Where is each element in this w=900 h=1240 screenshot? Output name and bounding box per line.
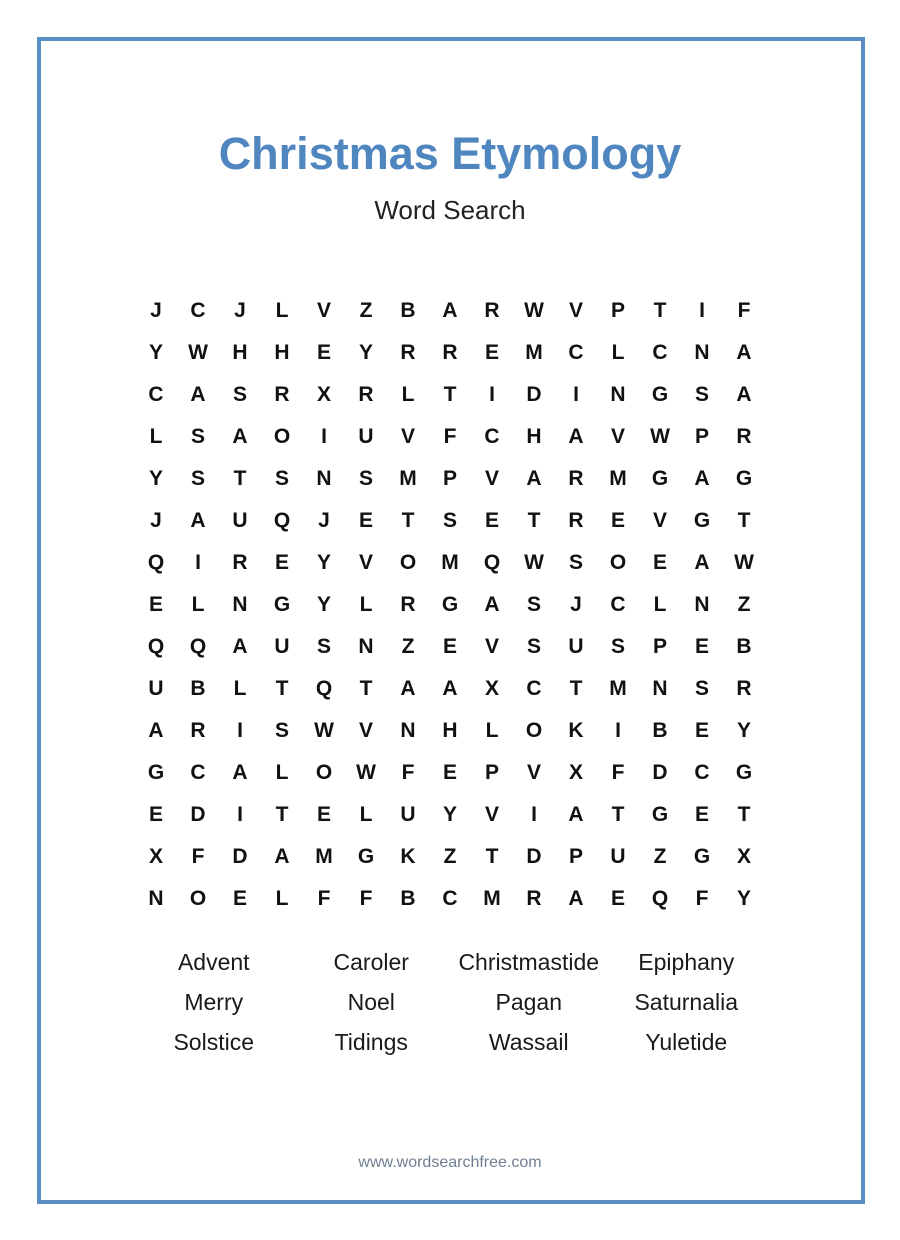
grid-letter: L — [359, 593, 373, 616]
grid-letter: U — [358, 425, 374, 448]
grid-letter: A — [400, 677, 416, 700]
word-list-item: Caroler — [333, 948, 409, 975]
grid-letter: C — [652, 341, 668, 364]
grid-letter: B — [190, 677, 206, 700]
grid-letter: C — [610, 593, 626, 616]
grid-letter: L — [149, 425, 163, 448]
grid-letter: J — [234, 299, 246, 322]
grid-letter: T — [443, 383, 457, 406]
grid-letter: S — [610, 635, 625, 658]
grid-letter: Z — [443, 845, 457, 868]
grid-letter: M — [609, 677, 627, 700]
grid-letter: S — [190, 467, 205, 490]
grid-letter: Y — [316, 593, 331, 616]
grid-letter: V — [526, 761, 541, 784]
word-list-item: Tidings — [334, 1028, 408, 1055]
grid-letter: A — [442, 299, 458, 322]
grid-letter: E — [442, 635, 457, 658]
grid-letter: O — [609, 551, 627, 574]
word-list-item: Merry — [184, 988, 244, 1015]
grid-letter: S — [442, 509, 457, 532]
grid-letter: P — [694, 425, 709, 448]
grid-letter: U — [400, 803, 416, 826]
grid-letter: T — [275, 803, 289, 826]
grid-letter: R — [484, 299, 500, 322]
grid-letter: A — [274, 845, 290, 868]
grid-letter: Q — [651, 887, 669, 910]
grid-letter: D — [190, 803, 206, 826]
grid-letter: F — [695, 887, 709, 910]
grid-letter: N — [358, 635, 374, 658]
grid-letter: C — [568, 341, 584, 364]
grid-letter: T — [569, 677, 583, 700]
grid-letter: V — [484, 467, 499, 490]
grid-letter: R — [442, 341, 458, 364]
grid-letter: V — [652, 509, 667, 532]
grid-letter: Q — [315, 677, 333, 700]
grid-letter: V — [484, 803, 499, 826]
grid-letter: T — [359, 677, 373, 700]
grid-letter: N — [316, 467, 332, 490]
word-list-item: Advent — [177, 948, 250, 975]
grid-letter: U — [274, 635, 290, 658]
grid-letter: G — [693, 845, 711, 868]
grid-letter: T — [233, 467, 247, 490]
grid-letter: Q — [147, 551, 165, 574]
grid-letter: C — [694, 761, 710, 784]
grid-letter: L — [233, 677, 247, 700]
grid-letter: G — [651, 383, 669, 406]
word-list-item: Solstice — [173, 1028, 255, 1055]
grid-letter: M — [399, 467, 417, 490]
grid-letter: F — [443, 425, 457, 448]
grid-letter: G — [357, 845, 375, 868]
grid-letter: U — [568, 635, 584, 658]
grid-letter: H — [526, 425, 542, 448]
grid-letter: D — [232, 845, 248, 868]
grid-letter: V — [568, 299, 583, 322]
grid-letter: L — [275, 299, 289, 322]
grid-letter: E — [316, 341, 331, 364]
grid-letter: F — [191, 845, 205, 868]
grid-letter: C — [190, 299, 206, 322]
grid-letter: V — [484, 635, 499, 658]
grid-letter: P — [568, 845, 583, 868]
grid-letter: D — [526, 845, 542, 868]
word-list-item: Yuletide — [645, 1028, 728, 1055]
grid-letter: Y — [316, 551, 331, 574]
grid-letter: A — [232, 635, 248, 658]
grid-letter: I — [237, 719, 243, 742]
grid-letter: F — [611, 761, 625, 784]
grid-letter: E — [610, 887, 625, 910]
grid-letter: S — [316, 635, 331, 658]
grid-letter: N — [694, 593, 710, 616]
grid-letter: X — [568, 761, 583, 784]
grid-letter: W — [524, 299, 544, 322]
grid-letter: Q — [147, 635, 165, 658]
grid-letter: E — [652, 551, 667, 574]
grid-letter: B — [736, 635, 752, 658]
grid-letter: J — [150, 299, 162, 322]
grid-letter: R — [274, 383, 290, 406]
word-list-item: Pagan — [495, 988, 562, 1015]
grid-letter: Y — [148, 341, 163, 364]
grid-letter: T — [485, 845, 499, 868]
grid-letter: E — [610, 509, 625, 532]
grid-letter: T — [653, 299, 667, 322]
grid-letter: F — [317, 887, 331, 910]
grid-letter: K — [568, 719, 584, 742]
grid-letter: H — [274, 341, 290, 364]
grid-letter: O — [525, 719, 543, 742]
grid-letter: G — [651, 803, 669, 826]
grid-letter: H — [232, 341, 248, 364]
grid-letter: A — [568, 887, 584, 910]
grid-letter: L — [653, 593, 667, 616]
grid-letter: W — [734, 551, 754, 574]
grid-letter: E — [442, 761, 457, 784]
grid-letter: C — [190, 761, 206, 784]
grid-letter: G — [693, 509, 711, 532]
grid-letter: R — [736, 677, 752, 700]
grid-letter: W — [650, 425, 670, 448]
grid-letter: A — [694, 551, 710, 574]
grid-letter: J — [318, 509, 330, 532]
grid-letter: S — [358, 467, 373, 490]
word-list-item: Epiphany — [638, 948, 735, 975]
grid-letter: L — [275, 761, 289, 784]
grid-letter: G — [651, 467, 669, 490]
grid-letter: T — [737, 803, 751, 826]
grid-letter: N — [694, 341, 710, 364]
grid-letter: S — [568, 551, 583, 574]
grid-letter: P — [652, 635, 667, 658]
grid-letter: I — [321, 425, 327, 448]
grid-letter: W — [314, 719, 334, 742]
grid-letter: H — [442, 719, 458, 742]
grid-letter: D — [526, 383, 542, 406]
grid-letter: O — [273, 425, 291, 448]
grid-letter: T — [611, 803, 625, 826]
grid-letter: R — [736, 425, 752, 448]
grid-letter: I — [531, 803, 537, 826]
grid-letter: O — [189, 887, 207, 910]
grid-letter: C — [148, 383, 164, 406]
grid-letter: R — [400, 593, 416, 616]
grid-letter: L — [611, 341, 625, 364]
grid-letter: M — [441, 551, 459, 574]
grid-letter: M — [483, 887, 501, 910]
grid-letter: N — [400, 719, 416, 742]
grid-letter: X — [736, 845, 751, 868]
page-subtitle: Word Search — [374, 195, 526, 225]
grid-letter: B — [400, 299, 416, 322]
grid-letter: R — [232, 551, 248, 574]
grid-letter: Y — [736, 719, 751, 742]
grid-letter: I — [699, 299, 705, 322]
grid-letter: Z — [359, 299, 373, 322]
grid-letter: D — [652, 761, 668, 784]
grid-letter: F — [737, 299, 751, 322]
grid-letter: L — [401, 383, 415, 406]
letter-grid — [135, 290, 765, 920]
grid-letter: A — [568, 425, 584, 448]
grid-letter: B — [652, 719, 668, 742]
word-list — [135, 942, 765, 1062]
grid-letter: S — [274, 467, 289, 490]
grid-letter: A — [694, 467, 710, 490]
grid-letter: E — [694, 803, 709, 826]
grid-letter: T — [275, 677, 289, 700]
grid-letter: S — [526, 635, 541, 658]
grid-letter: E — [484, 341, 499, 364]
grid-letter: R — [568, 509, 584, 532]
grid-letter: I — [489, 383, 495, 406]
grid-letter: X — [148, 845, 163, 868]
grid-letter: A — [232, 425, 248, 448]
grid-letter: S — [526, 593, 541, 616]
grid-letter: R — [358, 383, 374, 406]
page-title: Christmas Etymology — [218, 128, 682, 179]
grid-letter: V — [400, 425, 415, 448]
grid-letter: E — [694, 719, 709, 742]
grid-letter: P — [610, 299, 625, 322]
grid-letter: Y — [736, 887, 751, 910]
grid-letter: G — [147, 761, 165, 784]
grid-letter: U — [232, 509, 248, 532]
grid-letter: F — [359, 887, 373, 910]
grid-letter: E — [484, 509, 499, 532]
grid-letter: E — [274, 551, 289, 574]
grid-letter: L — [485, 719, 499, 742]
grid-letter: A — [232, 761, 248, 784]
grid-letter: M — [525, 341, 543, 364]
grid-letter: O — [315, 761, 333, 784]
grid-letter: E — [148, 593, 163, 616]
grid-letter: T — [527, 509, 541, 532]
grid-letter: A — [526, 467, 542, 490]
grid-letter: M — [315, 845, 333, 868]
word-list-item: Wassail — [488, 1028, 569, 1055]
grid-letter: F — [401, 761, 415, 784]
grid-letter: A — [736, 341, 752, 364]
grid-letter: G — [735, 467, 753, 490]
grid-letter: Y — [442, 803, 457, 826]
grid-letter: S — [190, 425, 205, 448]
grid-letter: M — [609, 467, 627, 490]
grid-letter: V — [358, 719, 373, 742]
grid-letter: C — [442, 887, 458, 910]
grid-letter: C — [484, 425, 500, 448]
grid-letter: R — [568, 467, 584, 490]
grid-letter: X — [484, 677, 499, 700]
grid-letter: V — [316, 299, 331, 322]
grid-letter: E — [358, 509, 373, 532]
grid-letter: U — [610, 845, 626, 868]
grid-letter: N — [232, 593, 248, 616]
grid-letter: W — [524, 551, 544, 574]
grid-letter: Y — [148, 467, 163, 490]
grid-letter: Z — [401, 635, 415, 658]
grid-letter: L — [191, 593, 205, 616]
grid-letter: N — [652, 677, 668, 700]
grid-letter: A — [190, 383, 206, 406]
grid-letter: S — [694, 677, 709, 700]
grid-letter: A — [148, 719, 164, 742]
grid-letter: A — [442, 677, 458, 700]
grid-letter: G — [735, 761, 753, 784]
grid-letter: E — [232, 887, 247, 910]
grid-letter: Q — [189, 635, 207, 658]
grid-letter: O — [399, 551, 417, 574]
grid-letter: A — [484, 593, 500, 616]
grid-letter: E — [316, 803, 331, 826]
grid-letter: J — [570, 593, 582, 616]
grid-letter: N — [148, 887, 164, 910]
grid-letter: A — [736, 383, 752, 406]
grid-letter: S — [274, 719, 289, 742]
grid-letter: E — [694, 635, 709, 658]
grid-letter: W — [356, 761, 376, 784]
grid-letter: B — [400, 887, 416, 910]
grid-letter: Z — [737, 593, 751, 616]
footer-url: www.wordsearchfree.com — [358, 1154, 542, 1171]
grid-letter: G — [273, 593, 291, 616]
grid-letter: I — [615, 719, 621, 742]
grid-letter: E — [148, 803, 163, 826]
grid-letter: J — [150, 509, 162, 532]
grid-letter: V — [358, 551, 373, 574]
grid-letter: R — [190, 719, 206, 742]
grid-letter: T — [737, 509, 751, 532]
grid-letter: A — [190, 509, 206, 532]
grid-letter: Q — [273, 509, 291, 532]
grid-letter: R — [526, 887, 542, 910]
grid-letter: U — [148, 677, 164, 700]
grid-letter: Q — [483, 551, 501, 574]
grid-letter: Z — [653, 845, 667, 868]
grid-letter: S — [694, 383, 709, 406]
grid-letter: I — [237, 803, 243, 826]
grid-letter: L — [275, 887, 289, 910]
word-list-item: Christmastide — [458, 948, 600, 975]
grid-letter: L — [359, 803, 373, 826]
grid-letter: P — [484, 761, 499, 784]
grid-letter: K — [400, 845, 416, 868]
grid-letter: N — [610, 383, 626, 406]
grid-letter: G — [441, 593, 459, 616]
grid-letter: I — [573, 383, 579, 406]
word-list-item: Saturnalia — [634, 988, 739, 1015]
grid-letter: C — [526, 677, 542, 700]
grid-letter: Y — [358, 341, 373, 364]
grid-letter: P — [442, 467, 457, 490]
grid-letter: V — [610, 425, 625, 448]
grid-letter: X — [316, 383, 331, 406]
grid-letter: W — [188, 341, 208, 364]
grid-letter: S — [232, 383, 247, 406]
grid-letter: R — [400, 341, 416, 364]
word-list-item: Noel — [347, 988, 395, 1015]
grid-letter: I — [195, 551, 201, 574]
grid-letter: T — [401, 509, 415, 532]
grid-letter: A — [568, 803, 584, 826]
